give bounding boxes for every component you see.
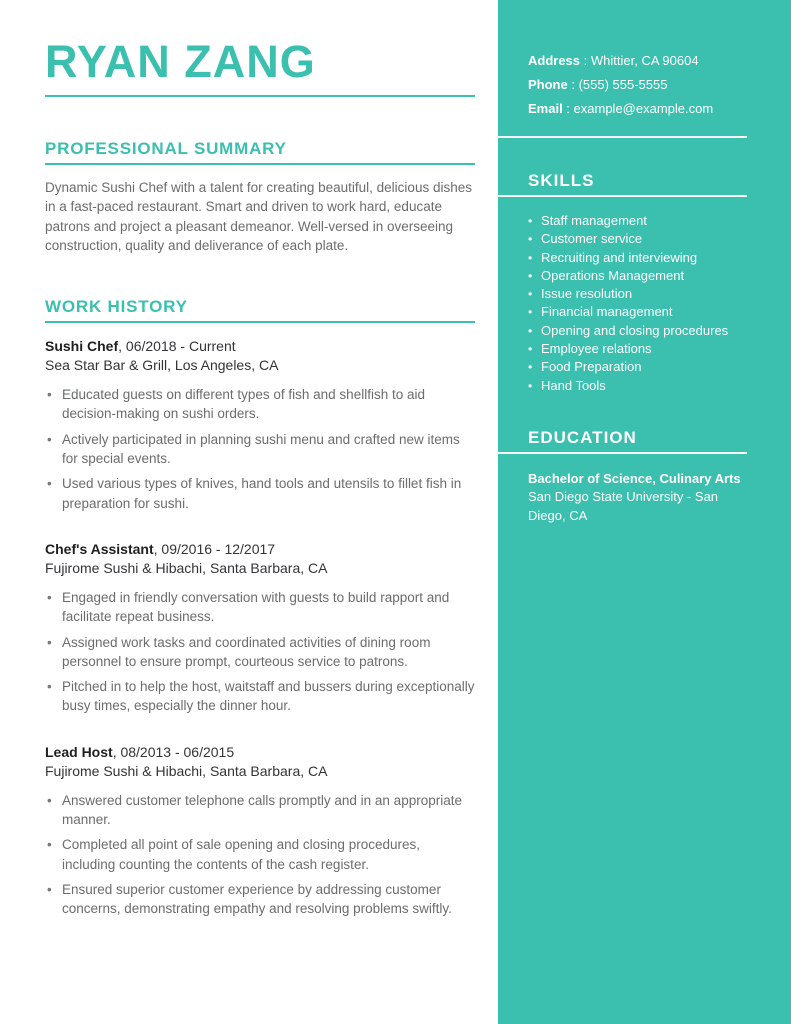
skill-item: • Employee relations [528,340,761,358]
job-company: Fujirome Sushi & Hibachi, Santa Barbara, CA [45,762,328,779]
job-bullet-list [45,385,475,513]
contact-email-label: Email [528,101,563,116]
work-history-section [45,298,475,918]
education-degree: Bachelor of Science, Culinary Arts [528,470,741,486]
job-bullet: • Pitched in to help the host, waitstaff and bussers during exceptionally busy times, especially the dinner hour. [45,677,475,716]
skill-item: • Hand Tools [528,377,761,395]
job-title-line [45,743,475,762]
skill-item: • Food Preparation [528,358,761,376]
job-bullet-list [45,791,475,919]
contact-phone-value: (555) 555-5555 [578,77,668,92]
work-history-heading: WORK HISTORY [45,298,475,323]
contact-block [498,0,791,116]
sidebar [498,0,791,1024]
contact-address-label: Address [528,53,581,68]
job-bullet: • Assigned work tasks and coordinated activities of dining room personnel to ensure prompt, courteous service to patrons. [45,633,475,672]
job-title: Sushi Chef [45,338,119,355]
job-bullet: • Answered customer telephone calls promptly and in an appropriate manner. [45,791,475,830]
job-title-line [45,337,475,356]
skills-list [498,212,791,395]
contact-address-value: Whittier, CA 90604 [590,53,699,68]
contact-address [528,54,751,68]
skill-item: • Recruiting and interviewing [528,249,761,267]
summary-heading: PROFESSIONAL SUMMARY [45,140,475,165]
summary-section [45,140,475,255]
education-school: San Diego State University - San Diego, CA [528,489,719,523]
job-entry [45,337,475,513]
skills-heading: SKILLS [528,171,595,190]
job-company: Fujirome Sushi & Hibachi, Santa Barbara, CA [45,559,328,576]
contact-phone-label: Phone [528,77,568,92]
contact-separator: : [580,53,591,68]
contact-divider [498,136,747,138]
education-divider [498,452,747,454]
contact-email-value: example@example.com [573,101,714,116]
job-entry [45,743,475,919]
contact-separator: : [562,101,574,116]
job-bullet: • Actively participated in planning sushi menu and crafted new items for special events. [45,430,475,469]
contact-separator: : [567,77,579,92]
job-dates: , 08/2013 - 06/2015 [112,743,235,760]
job-bullet: • Used various types of knives, hand tools and utensils to fillet fish in preparation for sushi. [45,474,475,513]
candidate-name: RYAN ZANG [45,36,316,87]
skills-divider [498,195,747,197]
job-dates: , 06/2018 - Current [118,338,236,355]
job-bullet-list [45,588,475,716]
job-title: Chef's Assistant [45,540,154,557]
summary-text: Dynamic Sushi Chef with a talent for creating beautiful, delicious dishes in a fast-paced restaurant. Smart and driven to work hard, educate patrons and project a pleasant demeanor. Well-versed in overseeing construction, quality and deliverance of each plate. [45,180,472,253]
job-bullet: • Completed all point of sale opening and closing procedures, including counting the contents of the cash register. [45,835,475,874]
name-divider [45,95,475,97]
job-bullet: • Ensured superior customer experience by addressing customer concerns, demonstrating empathy and resolving problems swiftly. [45,880,475,919]
job-title-line [45,540,475,559]
job-bullet: • Educated guests on different types of fish and shellfish to aid decision-making on sushi orders. [45,385,475,424]
contact-email [528,102,751,116]
job-dates: , 09/2016 - 12/2017 [153,540,276,557]
job-bullet: • Engaged in friendly conversation with guests to build rapport and facilitate repeat business. [45,588,475,627]
skill-item: • Customer service [528,230,761,248]
skill-item: • Financial management [528,303,761,321]
skill-item: • Staff management [528,212,761,230]
job-company: Sea Star Bar & Grill, Los Angeles, CA [45,357,279,374]
skill-item: • Operations Management [528,267,761,285]
education-heading: EDUCATION [528,427,637,447]
skill-item: • Opening and closing procedures [528,322,761,340]
job-title: Lead Host [45,743,113,760]
contact-phone [528,78,751,92]
job-entry [45,540,475,716]
skill-item: • Issue resolution [528,285,761,303]
